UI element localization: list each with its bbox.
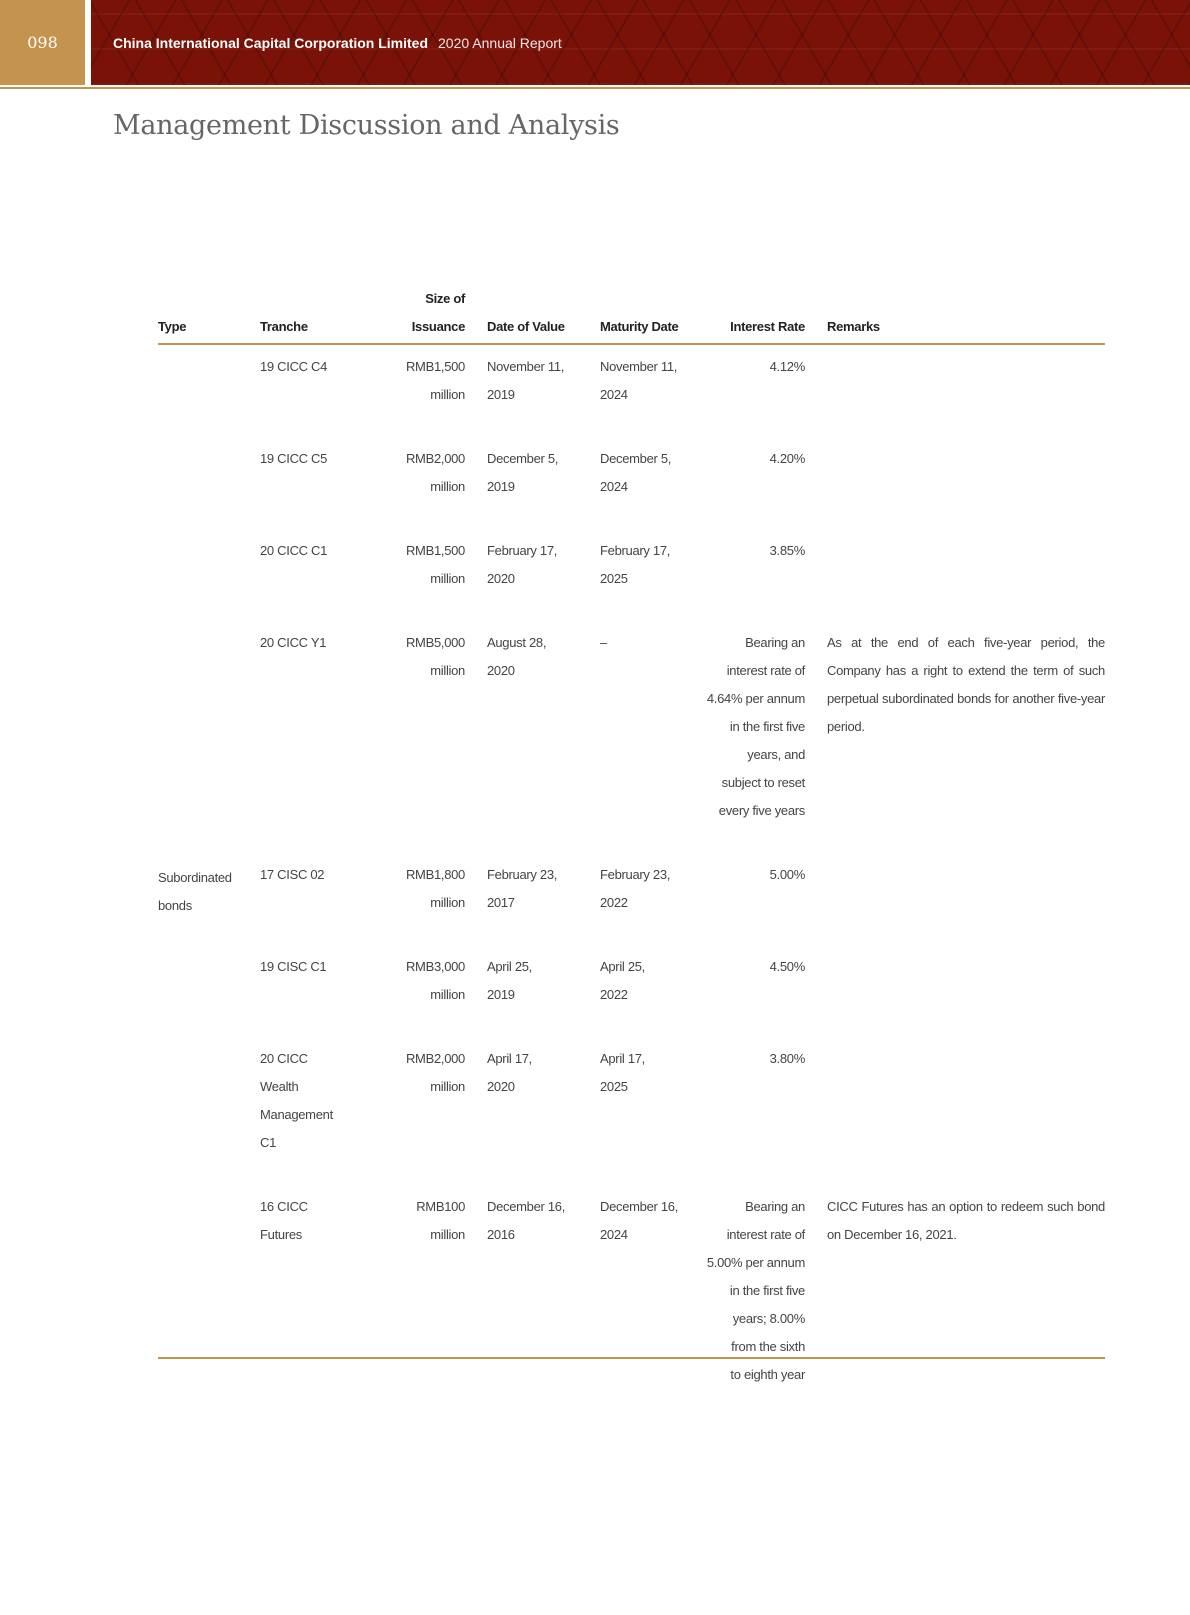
header-size: Size of Issuance [370,285,465,344]
cell-tranche: 19 CICC C5 [260,451,328,466]
table-row [158,1037,1105,1185]
cell-type [158,529,260,621]
cell-rate: 4.20% [769,451,805,466]
header-rule [0,87,1190,89]
header-maturity: Maturity Date [578,285,690,344]
cell-maturity: April 25, 2022 [600,959,645,1002]
cell-remarks [805,945,1105,1037]
cell-tranche: 20 CICC C1 [260,543,328,558]
cell-remarks [805,529,1105,621]
cell-rate: 3.80% [769,1051,805,1066]
header-date: Date of Value [465,285,578,344]
cell-type [158,1185,260,1417]
header-rate: Interest Rate [690,285,805,344]
cell-tranche: 19 CICC C4 [260,359,328,374]
cell-tranche: 16 CICC Futures [260,1199,308,1242]
page-number: 098 [0,0,85,85]
cell-date: November 11, 2019 [487,359,565,402]
cell-tranche: 19 CISC C1 [260,959,327,974]
cell-maturity: – [600,635,607,650]
cell-tranche: 17 CISC 02 [260,867,325,882]
cell-maturity: February 17, 2025 [600,543,671,586]
cell-remarks [805,1037,1105,1185]
cell-rate: 5.00% [769,867,805,882]
cell-maturity: April 17, 2025 [600,1051,645,1094]
cell-remarks: CICC Futures has an option to redeem such bond on December 16, 2021. [827,1199,1105,1242]
cell-type [158,1037,260,1185]
cell-date: April 17, 2020 [487,1051,532,1094]
cell-size: RMB1,500 million [405,543,465,586]
company-name: China International Capital Corporation Limited [113,34,429,51]
cell-rate: 4.12% [769,359,805,374]
header-banner [91,0,1190,85]
cell-date: August 28, 2020 [487,635,547,678]
cell-maturity: February 23, 2022 [600,867,671,910]
cell-remarks [805,437,1105,529]
cell-date: December 16, 2016 [487,1199,566,1242]
cell-rate: Bearing an interest rate of 5.00% per annum in the first five years; 8.00% from the sixth to eighth year [706,1199,805,1382]
cell-maturity: December 5, 2024 [600,451,672,494]
cell-size: RMB3,000 million [405,959,465,1002]
cell-date: February 17, 2020 [487,543,558,586]
cell-date: April 25, 2019 [487,959,532,1002]
cell-maturity: November 11, 2024 [600,359,678,402]
cell-date: February 23, 2017 [487,867,558,910]
cell-type [158,344,260,437]
cell-type: Subordinated bonds [158,870,232,913]
table-header-row [158,285,1105,344]
cell-type [158,945,260,1037]
cell-size: RMB2,000 million [405,1051,465,1094]
header-type: Type [158,285,260,344]
report-name: 2020 Annual Report [438,34,562,51]
cell-type [158,437,260,529]
table-row [158,945,1105,1037]
bonds-table [158,285,1105,1417]
table-row [158,1185,1105,1417]
cell-remarks [805,853,1105,945]
table-row [158,437,1105,529]
table-bottom-rule [158,1357,1105,1359]
header-remarks: Remarks [805,285,1105,344]
cell-rate: 3.85% [769,543,805,558]
table-row [158,621,1105,853]
cell-remarks [805,344,1105,437]
cell-size: RMB100 million [416,1199,465,1242]
cell-tranche: 20 CICC Wealth Management C1 [260,1051,333,1150]
cell-size: RMB5,000 million [405,635,465,678]
cell-type [158,621,260,853]
cell-size: RMB2,000 million [405,451,465,494]
page-title: Management Discussion and Analysis [113,110,620,141]
cell-rate: Bearing an interest rate of 4.64% per annum in the first five years, and subject to reset every five years [706,635,805,818]
table-row [158,853,1105,945]
header-tranche: Tranche [260,285,370,344]
cell-size: RMB1,800 million [405,867,465,910]
cell-remarks: As at the end of each five-year period, the Company has a right to extend the term of such perpetual subordinated bonds for another five-year period. [827,635,1105,734]
table-row [158,529,1105,621]
cell-date: December 5, 2019 [487,451,559,494]
cell-rate: 4.50% [769,959,805,974]
table-row [158,344,1105,437]
cell-maturity: December 16, 2024 [600,1199,679,1242]
cell-size: RMB1,500 million [405,359,465,402]
cell-tranche: 20 CICC Y1 [260,635,327,650]
